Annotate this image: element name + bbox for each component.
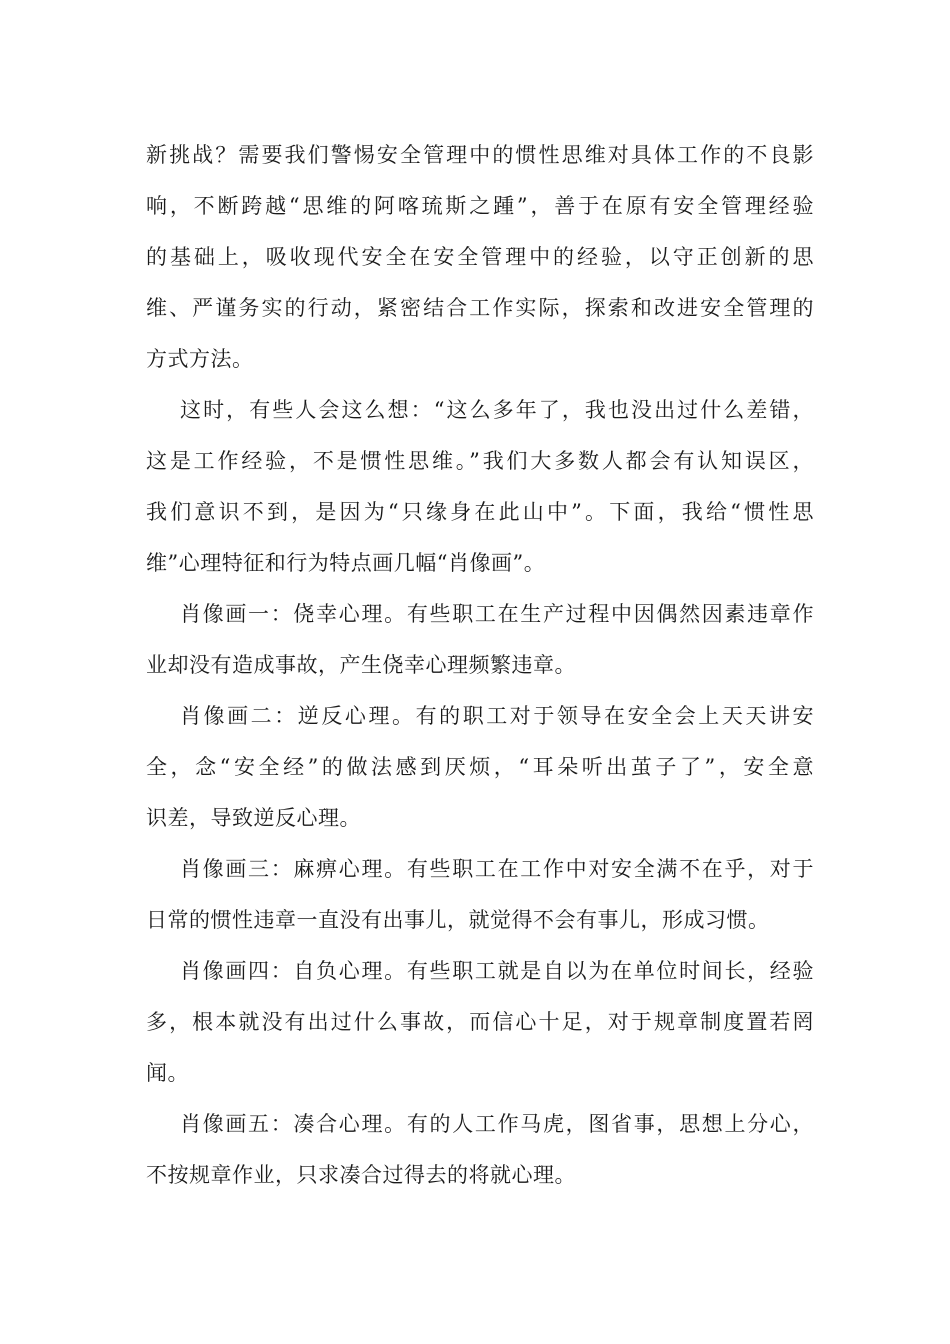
text-line: 方式方法。 [146,347,254,371]
text-line: 闻。 [146,1061,189,1085]
text-line: 肖像画四：自负心理。有些职工就是自以为在单位时间长，经验 [180,959,814,983]
text-line: 业却没有造成事故，产生侥幸心理频繁违章。 [146,653,576,677]
text-line: 响，不断跨越“思维的阿喀琉斯之踵”，善于在原有安全管理经验 [146,194,814,218]
text-line: 的基础上，吸收现代安全在安全管理中的经验，以守正创新的思 [146,245,814,269]
paragraph [146,1099,814,1201]
text-line: 全，念“安全经”的做法感到厌烦，“耳朵听出茧子了”，安全意 [146,755,814,779]
paragraph [146,844,814,946]
paragraph [146,946,814,1099]
text-line: 我们意识不到，是因为“只缘身在此山中”。下面，我给“惯性思 [146,500,814,524]
text-line: 肖像画三：麻痹心理。有些职工在工作中对安全满不在乎，对于 [180,857,814,881]
text-line: 多，根本就没有出过什么事故，而信心十足，对于规章制度置若罔 [146,1010,814,1034]
paragraph [146,385,814,589]
text-line: 肖像画五：凑合心理。有的人工作马虎，图省事，思想上分心， [180,1112,814,1136]
paragraph [146,589,814,691]
text-line: 日常的惯性违章一直没有出事儿，就觉得不会有事儿，形成习惯。 [146,908,770,932]
text-line: 维、严谨务实的行动，紧密结合工作实际，探索和改进安全管理的 [146,296,814,320]
text-line: 不按规章作业，只求凑合过得去的将就心理。 [146,1163,576,1187]
paragraph [146,691,814,844]
text-line: 新挑战？需要我们警惕安全管理中的惯性思维对具体工作的不良影 [146,143,814,167]
text-line: 维”心理特征和行为特点画几幅“肖像画”。 [146,551,546,575]
paragraph [146,130,814,385]
text-line: 肖像画二：逆反心理。有的职工对于领导在安全会上天天讲安 [180,704,814,728]
text-line: 这是工作经验，不是惯性思维。”我们大多数人都会有认知误区， [146,449,814,473]
text-line: 识差，导致逆反心理。 [146,806,361,830]
document-body [146,130,814,1201]
text-line: 这时，有些人会这么想：“这么多年了，我也没出过什么差错， [180,398,814,422]
text-line: 肖像画一：侥幸心理。有些职工在生产过程中因偶然因素违章作 [180,602,814,626]
